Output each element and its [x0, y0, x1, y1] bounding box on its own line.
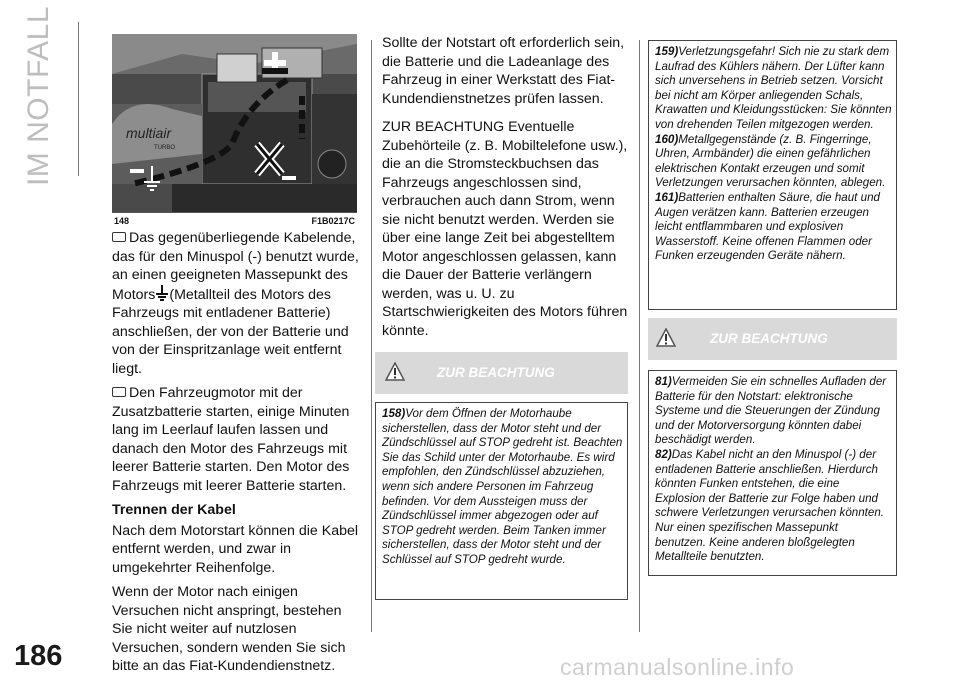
paragraph-4: ZUR BEACHTUNG Eventuelle Zubehörteile (z. B. Mobiltelefone usw.), die an die Stromsteckbuchsen das Fahrzeugs angeschlossen sind, verbrauchen auch dann Strom, wenn sie nicht benutzt werden. Werden sie über eine lange Zeit bei abgestelltem Motor angeschlossen gelassen, kann die Dauer der Batterie verlängern werden, was u. U. zu Startschwierigkeiten des Motors führen könnte. [382, 119, 628, 339]
battery-jumpstart-illustration [112, 34, 357, 212]
note-number: 160) [655, 132, 679, 146]
ground-symbol-icon [155, 285, 169, 301]
note-82 [655, 448, 892, 565]
paragraph-2: Wenn der Motor nach einigen Versuchen nicht anspringt, bestehen Sie nicht weiter auf nutzlosen Versuchen, sondern wenden Sie sich bitte an das Fiat-Kundendienstnetz. [112, 584, 346, 674]
note-number: 82) [655, 447, 672, 461]
column-divider [371, 40, 372, 632]
warning-triangle-icon [385, 362, 405, 382]
warning-note-box [375, 402, 628, 600]
note-text: Das Kabel nicht an den Minuspol (-) der entladenen Batterie anschließen. Hierdurch könnten Funken entstehen, die eine Explosion der Batterie zur Folge haben und schwere Verletzungen verursachen könnten. Nur einen spezifischen Massepunkt benutzen. Keine anderen bloßgelegten Metallteile benutzten. [655, 447, 885, 564]
section-title: IM NOTFALL [22, 5, 55, 187]
figure-code: F1B0217C [311, 216, 355, 226]
note-text: Vor dem Öffnen der Motorhaube sicherstellen, dass der Motor steht und der Zündschlüssel auf STOP gedreht ist. Beachten Sie das Schild unter der Motorhaube. Es wird empfohlen, den Zündschlüssel abzuziehen, wenn sich andere Personen im Fahrzeug befinden. Vor dem Aussteigen muss der Zündschlüssel immer abgezogen oder auf STOP gedreht werden. Beim Tanken immer sicherstellen, dass der Motor steht und der Schlüssel auf STOP gedreht wurde. [382, 407, 623, 566]
note-81 [655, 375, 892, 448]
note-158 [382, 407, 623, 568]
margin-rule [78, 22, 79, 176]
warning-triangle-icon [656, 328, 676, 348]
figure-number: 148 [114, 216, 130, 226]
column-1 [112, 229, 362, 682]
bullet-icon [112, 232, 126, 242]
column-divider [639, 40, 640, 632]
bullet-paragraph-1 [112, 229, 362, 378]
warning-title: ZUR BEACHTUNG [437, 365, 555, 380]
engine-brand-text: multiair [126, 125, 172, 141]
warning-title: ZUR BEACHTUNG [710, 331, 828, 346]
note-number: 158) [382, 407, 406, 420]
note-number: 159) [655, 45, 679, 58]
note-number: 161) [655, 190, 679, 204]
note-number: 81) [655, 375, 672, 388]
note-159 [655, 45, 892, 133]
note-text: Batterien enthalten Säure, die haut und Augen verätzen kann. Batterien erzeugen leicht entflammbaren und explosiven Wasserstoff. Keine offenen Flammen oder Funken erzeugenden Geräte nähern. [655, 190, 880, 263]
bullet-icon [112, 387, 126, 397]
paragraph-1: Nach dem Motorstart können die Kabel entfernt werden, und zwar in umgekehrter Reihenfolge. [112, 522, 359, 576]
bullet-2-text: Den Fahrzeugmotor mit der Zusatzbatterie starten, einige Minuten lang im Leerlauf laufen lassen und danach den Motor des Fahrzeugs mit leerer Batterie starten. Den Motor des Fahrzeugs mit leerer Batterie starten. [112, 385, 350, 494]
figure-caption [112, 212, 357, 227]
note-text: Verletzungsgefahr! Sich nie zu stark dem Laufrad des Kühlers nähern. Der Lüfter kann sich unversehens in Betrieb setzen. Vorsicht bei nicht am Körper anliegenden Schals, Krawatten und Kleidungsstücken: Sie könnten von drehenden Teilen mitgezogen werden. [655, 45, 892, 131]
bullet-1-text-b: (Metallteil des Motors des Fahrzeugs mit entladener Batterie) anschließen, der von der Batterie und von der Einspritzanlage weit entfernt liegt. [112, 286, 349, 377]
bullet-paragraph-2 [112, 384, 362, 495]
paragraph-3: Sollte der Notstart oft erforderlich sein, die Batterie und die Ladeanlage des Fahrzeug in einer Werkstatt des Fiat-Kundendienstnetzes prüfen lassen. [382, 35, 625, 107]
engine-sub-text: TURBO [154, 145, 175, 151]
warning-banner-2 [648, 318, 897, 360]
section-heading: Trennen der Kabel [112, 502, 236, 518]
note-161 [655, 191, 892, 264]
warning-banner [375, 352, 628, 394]
warning-notes-box-2 [648, 370, 897, 576]
engine-bay-figure [112, 34, 357, 212]
note-text: Metallgegenstände (z. B. Fingerringe, Uhren, Armbänder) die einen gefährlichen elektrischen Kontakt erzeugen und somit Verletzungen verursachen könnten, ablegen. [655, 132, 886, 190]
note-160 [655, 133, 892, 191]
note-text: Vermeiden Sie ein schnelles Aufladen der Batterie für den Notstart: elektronische Systeme und die Steuerungen der Zündung und der Motorversorgung könnten dabei beschädigt werden. [655, 375, 887, 447]
warning-notes-box-1 [648, 40, 897, 310]
page-number: 186 [14, 640, 63, 672]
bullet-1-text-a: Das gegenüberliegende Kabelende, das für den Minuspol (-) benutzt wurde, an einen geeigneten Massepunkt des Motors [112, 230, 359, 303]
watermark: carmanualsonline.info [560, 654, 795, 680]
column-2 [382, 34, 630, 346]
